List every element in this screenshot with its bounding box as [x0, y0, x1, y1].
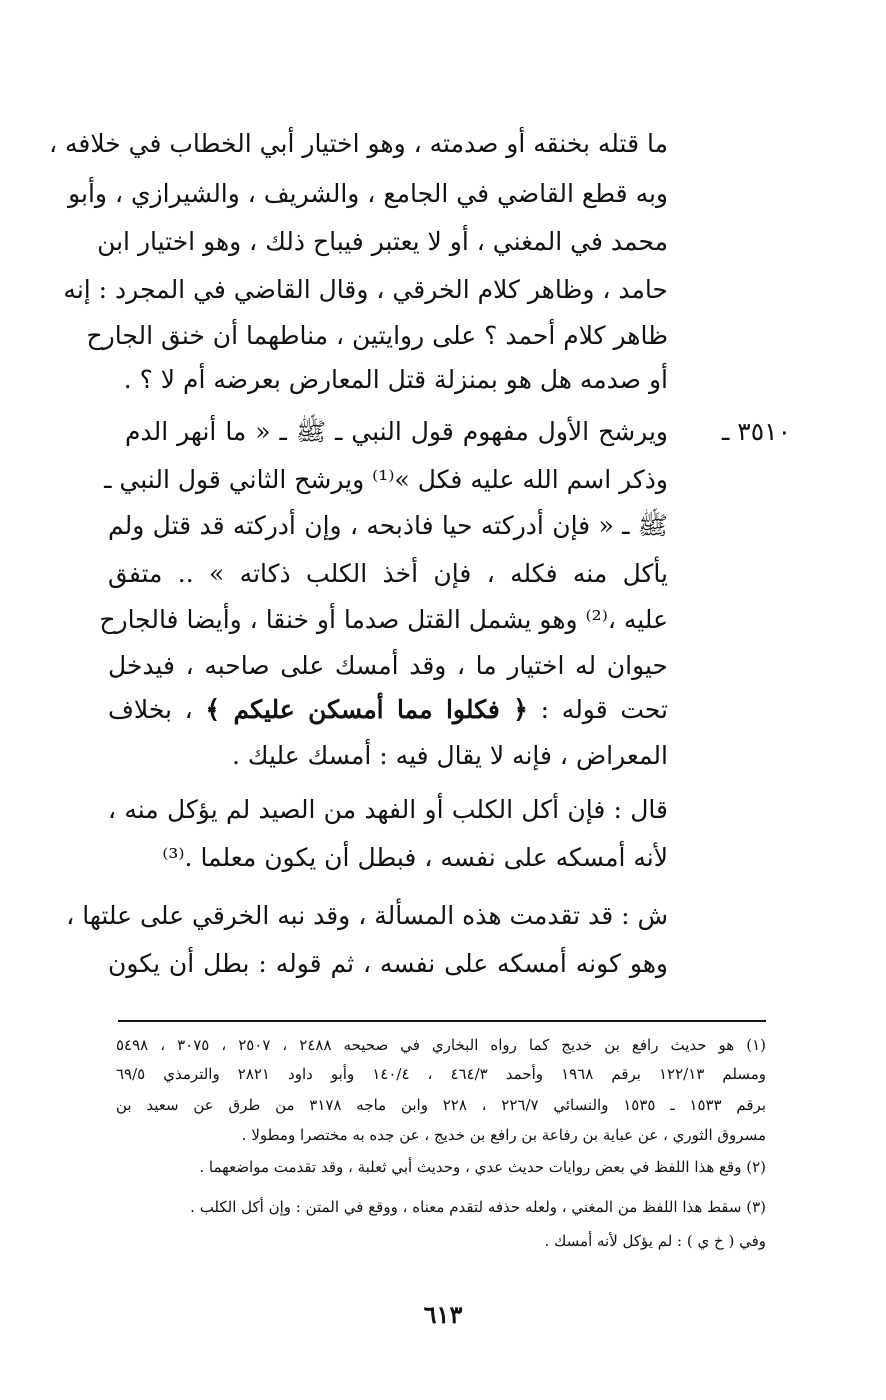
body-line: ما قتله بخنقه أو صدمته ، وهو اختيار أبي الخطاب في خلافه ،	[48, 129, 668, 158]
body-line: أو صدمه هل هو بمنزلة قتل المعارض بعرضه أم لا ؟ .	[123, 365, 668, 394]
matn-line: قال : فإن أكل الكلب أو الفهد من الصيد لم يؤكل منه ،	[108, 795, 668, 824]
paragraph-number: ٣٥١٠ ـ	[722, 417, 791, 446]
footnote-line: برقم ١٥٣٣ ـ ١٥٣٥ والنسائي ٢٢٦/٧ ، ٢٢٨ وابن ماجه ٣١٧٨ من طرق عن سعيد بن	[116, 1096, 766, 1114]
body-line: حيوان له اختيار ما ، وقد أمسك على صاحبه ، فيدخل	[108, 651, 668, 680]
footnote-line: ومسلم ١٢٢/١٣ برقم ١٩٦٨ وأحمد ٤٦٤/٣ ، ١٤٠/٤ وأبو داود ٢٨٢١ والترمذي ٦٩/٥	[116, 1065, 766, 1083]
body-line: وبه قطع القاضي في الجامع ، والشريف ، والشيرازي ، وأبو	[68, 179, 668, 208]
text-segment: تحت قوله :	[540, 695, 669, 724]
footnote-line: (٢) وقع هذا اللفظ في بعض روايات حديث عدي ، وحديث أبي ثعلبة ، وقد تقدمت مواضعهما .	[199, 1158, 766, 1176]
sharh-line: ش : قد تقدمت هذه المسألة ، وقد نبه الخرقي على علتها ،	[66, 901, 668, 930]
body-line: ظاهر كلام أحمد ؟ على روايتين ، مناطهما أن خنق الجارح	[86, 321, 668, 350]
matn-line: لأنه أمسكه على نفسه ، فبطل أن يكون معلما .⁽³⁾	[162, 843, 668, 872]
body-line: وذكر اسم الله عليه فكل »⁽¹⁾ ويرشح الثاني قول النبي ـ	[104, 465, 668, 494]
body-line: محمد في المغني ، أو لا يعتبر فيباح ذلك ، وهو اختيار ابن	[97, 227, 668, 256]
body-line: المعراض ، فإنه لا يقال فيه : أمسك عليك .	[232, 741, 668, 770]
page-number: ٦١٣	[423, 1300, 463, 1329]
sharh-line: وهو كونه أمسكه على نفسه ، ثم قوله : بطل أن يكون	[108, 949, 668, 978]
footnote-separator	[118, 1020, 766, 1022]
text-segment: ، بخلاف	[108, 695, 193, 724]
quran-quote: ﴿ فكلوا مما أمسكن عليكم ﴾	[205, 695, 528, 724]
body-line: ويرشح الأول مفهوم قول النبي ـ ﷺ ـ « ما أنهر الدم	[125, 417, 668, 446]
footnote-line: (٣) سقط هذا اللفظ من المغني ، ولعله حذفه لتقدم معناه ، ووقع في المتن : وإن أكل الكلب .	[190, 1198, 766, 1216]
footnote-line: مسروق الثوري ، عن عباية بن رفاعة بن رافع بن خديج ، عن جده به مختصرا ومطولا .	[241, 1126, 766, 1144]
body-line: ﷺ ـ « فإن أدركته حيا فاذبحه ، وإن أدركته قد قتل ولم	[108, 511, 668, 540]
body-line-with-quran-quote	[108, 692, 668, 728]
footnote-line: وفي ( خ ي ) : لم يؤكل لأنه أمسك .	[544, 1232, 766, 1250]
body-line: حامد ، وظاهر كلام الخرقي ، وقال القاضي في المجرد : إنه	[63, 275, 668, 304]
body-line: يأكل منه فكله ، فإن أخذ الكلب ذكاته » .. متفق	[108, 559, 668, 588]
body-line: عليه ،⁽²⁾ وهو يشمل القتل صدما أو خنقا ، وأيضا فالجارح	[99, 605, 668, 634]
footnote-line: (١) هو حديث رافع بن خديج كما رواه البخاري في صحيحه ٢٤٨٨ ، ٢٥٠٧ ، ٣٠٧٥ ، ٥٤٩٨	[116, 1036, 766, 1054]
